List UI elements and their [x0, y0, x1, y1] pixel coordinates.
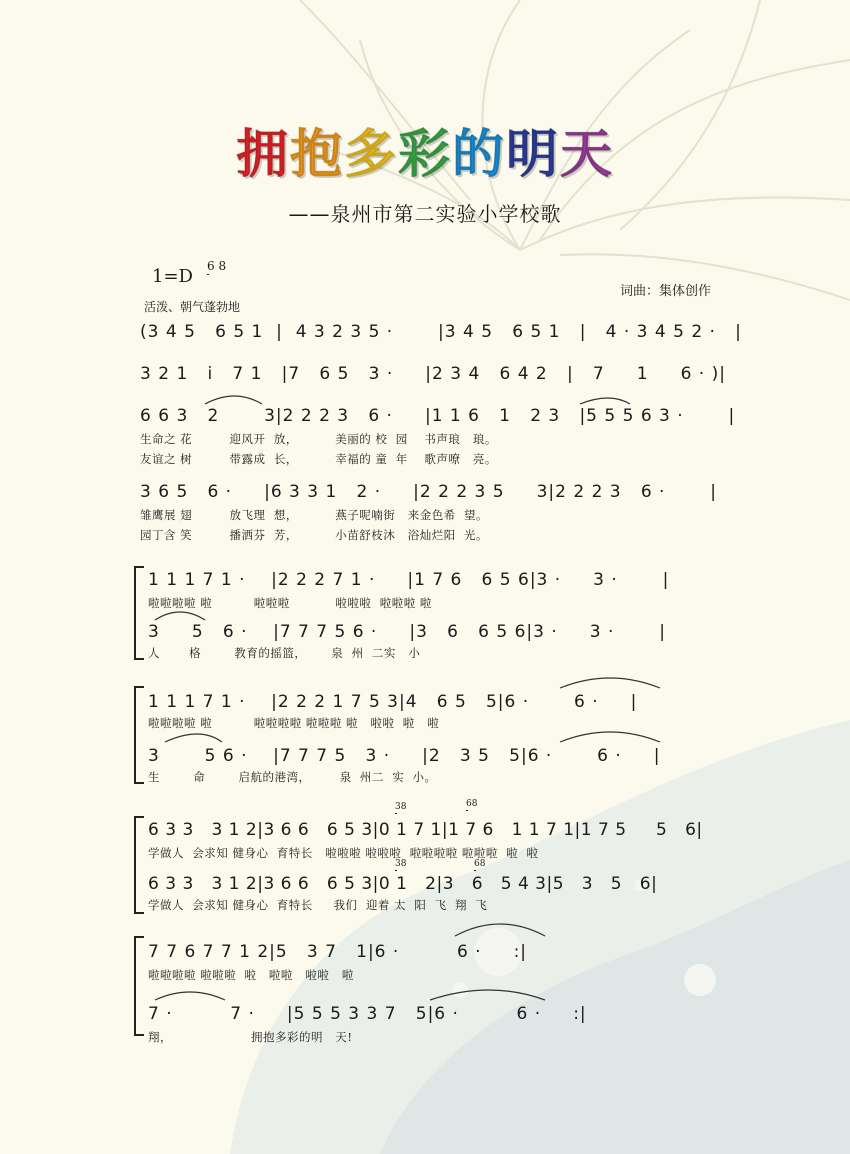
tempo-marking: 活泼、朝气蓬勃地: [144, 300, 241, 314]
lyric-line: 啦啦啦啦 啦 啦啦啦 啦啦啦 啦啦啦 啦: [148, 596, 432, 610]
inline-meter: [395, 860, 406, 869]
notation-line: 6 3 3 3 1 2|3 6 6 6 5 3|0 1 2|3 6 5 4 3|5 3 5 6|: [148, 874, 658, 894]
lyric-line: 学做人 会求知 健身心 育特长 我们 迎着 太 阳 飞 翔 飞: [148, 898, 488, 912]
lyric-line: 啦啦啦啦 啦啦啦 啦 啦啦 啦啦 啦: [148, 968, 354, 982]
lyric-line: 生 命 启航的港湾， 泉 州二 实 小。: [148, 770, 437, 784]
meter-bottom: 8: [218, 259, 227, 273]
key-signature: 1=D: [152, 266, 193, 287]
inline-meter: [395, 803, 406, 812]
lyric-line: 啦啦啦啦 啦 啦啦啦啦 啦啦啦 啦 啦啦 啦 啦: [148, 716, 440, 730]
notation-line: 1 1 1 7 1 · |2 2 2 1 7 5 3|4 6 5 5|6 · 6 · |: [148, 692, 638, 712]
composer-credit: 词曲：集体创作: [620, 284, 712, 299]
lyric-line: 人 格 教育的摇篮， 泉 州 二实 小: [148, 646, 421, 660]
meter-top: 6: [474, 859, 480, 869]
notation-line: 3 5 6 · |7 7 7 5 3 · |2 3 5 5|6 · 6 · |: [148, 746, 661, 766]
meter-top: 3: [395, 802, 401, 812]
meter-top: 6: [466, 799, 472, 809]
notation-line: 3 2 1 i 7 1 |7 6 5 3 · |2 3 4 6 4 2 | 7 1 6 · )|: [140, 364, 726, 384]
meter-bottom: 8: [400, 802, 407, 812]
notation-line: 3 6 5 6 · |6 3 3 1 2 · |2 2 2 3 5 3|2 2 2 3 6 · |: [140, 482, 718, 502]
lyric-line: 友谊之 树 带露成 长， 幸福的 童 年 歌声嘹 亮。: [140, 452, 497, 466]
title-char: 拥: [235, 125, 290, 185]
notation-line: 7 7 6 7 7 1 2|5 3 7 1|6 · 6 · :|: [148, 942, 528, 962]
lyric-line: 雏鹰展 翅 放飞理 想， 燕子呢喃街 来金色希 望。: [140, 508, 489, 522]
inline-meter: [474, 860, 485, 869]
notation-line: 6 6 3 2 3|2 2 2 3 6 · |1 1 6 1 2 3 |5 5 5 6 3 · |: [140, 406, 736, 426]
lyric-line: 翔， 拥抱多彩的明 天!: [148, 1030, 353, 1044]
lyric-line: 学做人 会求知 健身心 育特长 啦啦啦 啦啦啦 啦啦啦啦 啦啦啦 啦 啦: [148, 846, 539, 860]
title-char: 明: [506, 125, 561, 185]
title-char: 彩: [397, 125, 452, 185]
meter-bottom: 8: [400, 859, 407, 869]
meter-top: 3: [395, 859, 401, 869]
notation-line: 6 3 3 3 1 2|3 6 6 6 5 3|0 1 7 1|1 7 6 1 1 7 1|1 7 5 5 6|: [148, 820, 703, 840]
title-char: 天: [560, 125, 615, 185]
lyric-line: 园丁含 笑 播洒芬 芳， 小苗舒枝沐 浴灿烂阳 光。: [140, 528, 489, 542]
meter-top: 6: [207, 259, 215, 273]
title-char: 抱: [289, 125, 344, 185]
title-char: 多: [343, 125, 398, 185]
notation-line: 3 5 6 · |7 7 7 5 6 · |3 6 6 5 6|3 · 3 · |: [148, 622, 666, 642]
inline-meter: [466, 800, 477, 809]
notation-line: 7 · 7 · |5 5 5 3 3 7 5|6 · 6 · :|: [148, 1004, 587, 1024]
notation-line: (3 4 5 6 5 1 | 4 3 2 3 5 · |3 4 5 6 5 1 | 4 · 3 4 5 2 · |: [140, 322, 742, 342]
lyric-line: 生命之 花 迎风开 放， 美丽的 校 园 书声琅 琅。: [140, 432, 497, 446]
meter-bottom: 8: [471, 799, 478, 809]
title-char: 的: [452, 125, 507, 185]
notation-line: 1 1 1 7 1 · |2 2 2 7 1 · |1 7 6 6 5 6|3 · 3 · |: [148, 570, 670, 590]
song-subtitle: ——泉州市第二实验小学校歌: [288, 202, 562, 226]
meter-bottom: 8: [479, 859, 486, 869]
